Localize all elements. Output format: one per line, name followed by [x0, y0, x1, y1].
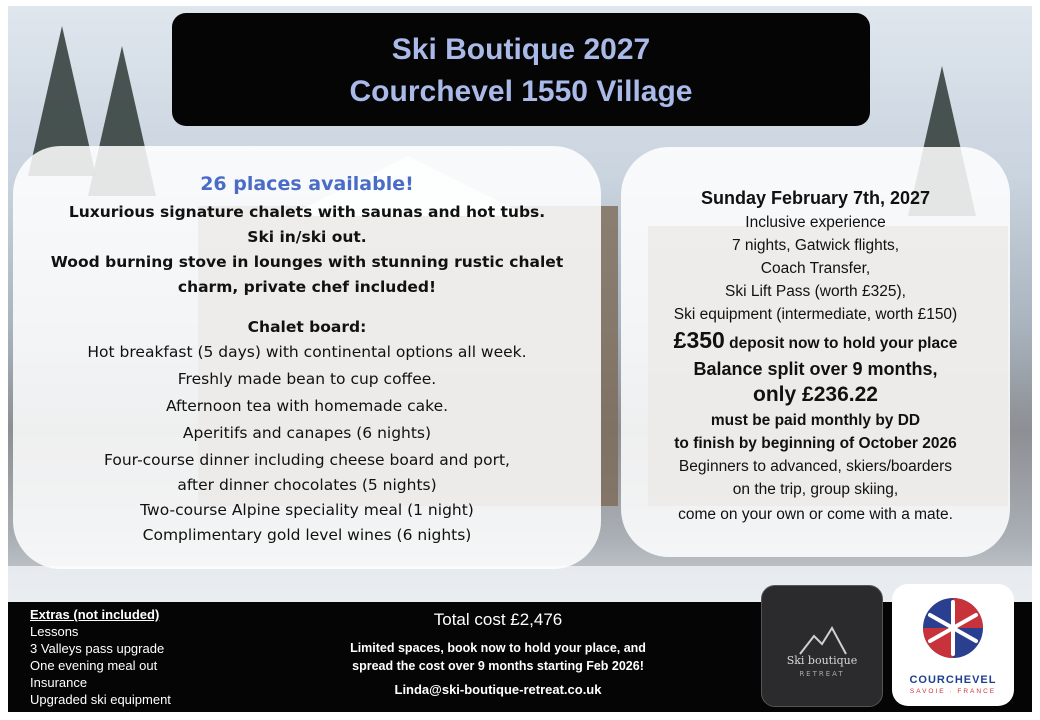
intro-line: Luxurious signature chalets with saunas and hot tubs. [68, 203, 546, 221]
trip-details-panel [621, 147, 1010, 557]
title-line-2: Courchevel 1550 Village [349, 75, 693, 108]
board-item: Complimentary gold level wines (6 nights) [142, 526, 472, 544]
title-line-1: Ski Boutique 2027 [391, 33, 651, 66]
extras-title: Extras (not included) [30, 607, 160, 622]
closing-line: come on your own or come with a mate. [678, 506, 953, 523]
inclusion-item: Ski equipment (intermediate, worth £150) [673, 306, 958, 323]
closing-line: Beginners to advanced, skiers/boarders [678, 458, 953, 475]
inclusion-item: Coach Transfer, [760, 260, 871, 277]
title-banner [172, 13, 870, 126]
closing-line: on the trip, group skiing, [732, 481, 899, 498]
inclusion-item: 7 nights, Gatwick flights, [731, 237, 900, 254]
monthly-amount: only £236.22 [753, 383, 878, 406]
trip-date: Sunday February 7th, 2027 [700, 188, 931, 208]
courchevel-logo [892, 584, 1014, 706]
inclusion-item: Inclusive experience [745, 214, 886, 231]
intro-line: Ski in/ski out. [247, 228, 367, 246]
extras-item: One evening meal out [30, 658, 158, 673]
intro-line: charm, private chef included! [177, 278, 437, 296]
dd-line: must be paid monthly by DD [710, 412, 921, 429]
ski-boutique-logo [761, 585, 883, 707]
logo-sub: SAVOIE · FRANCE [909, 688, 997, 695]
board-item: after dinner chocolates (5 nights) [177, 476, 437, 494]
board-item: Aperitifs and canapes (6 nights) [182, 424, 432, 442]
board-item: Four-course dinner including cheese board and port, [104, 451, 510, 469]
total-cost: Total cost £2,476 [433, 610, 563, 629]
board-item: Two-course Alpine speciality meal (1 night) [140, 501, 474, 519]
board-item: Hot breakfast (5 days) with continental options all week. [87, 343, 527, 361]
board-title: Chalet board: [247, 318, 367, 336]
logo-name: COURCHEVEL [909, 674, 997, 686]
logo-sub: RETREAT [799, 670, 845, 678]
booking-message [308, 639, 688, 675]
deposit-amount: £350 [673, 327, 725, 353]
balance-line: Balance split over 9 months, [693, 359, 938, 379]
extras-item: Upgraded ski equipment [30, 692, 171, 707]
board-item: Freshly made bean to cup coffee. [177, 370, 437, 388]
extras-item: Insurance [30, 675, 88, 690]
booking-message-line: spread the cost over 9 months starting Feb 2026! [352, 659, 644, 673]
deposit-text: deposit now to hold your place [729, 335, 958, 352]
extras-item: Lessons [30, 624, 79, 639]
extras-item: 3 Valleys pass upgrade [30, 641, 165, 656]
board-item: Afternoon tea with homemade cake. [165, 397, 449, 415]
dd-line: to finish by beginning of October 2026 [674, 435, 957, 452]
intro-line: Wood burning stove in lounges with stunning rustic chalet [50, 253, 564, 271]
logo-name: Ski boutique [786, 654, 858, 667]
snowflake-icon [892, 584, 1014, 674]
inclusion-item: Ski Lift Pass (worth £325), [725, 283, 906, 300]
contact-email[interactable]: Linda@ski-boutique-retreat.co.uk [394, 682, 602, 697]
places-headline: 26 places available! [200, 173, 414, 195]
booking-message-line: Limited spaces, book now to hold your place, and [350, 641, 646, 655]
deposit-line [621, 329, 1010, 355]
chalet-details-panel [13, 146, 601, 569]
